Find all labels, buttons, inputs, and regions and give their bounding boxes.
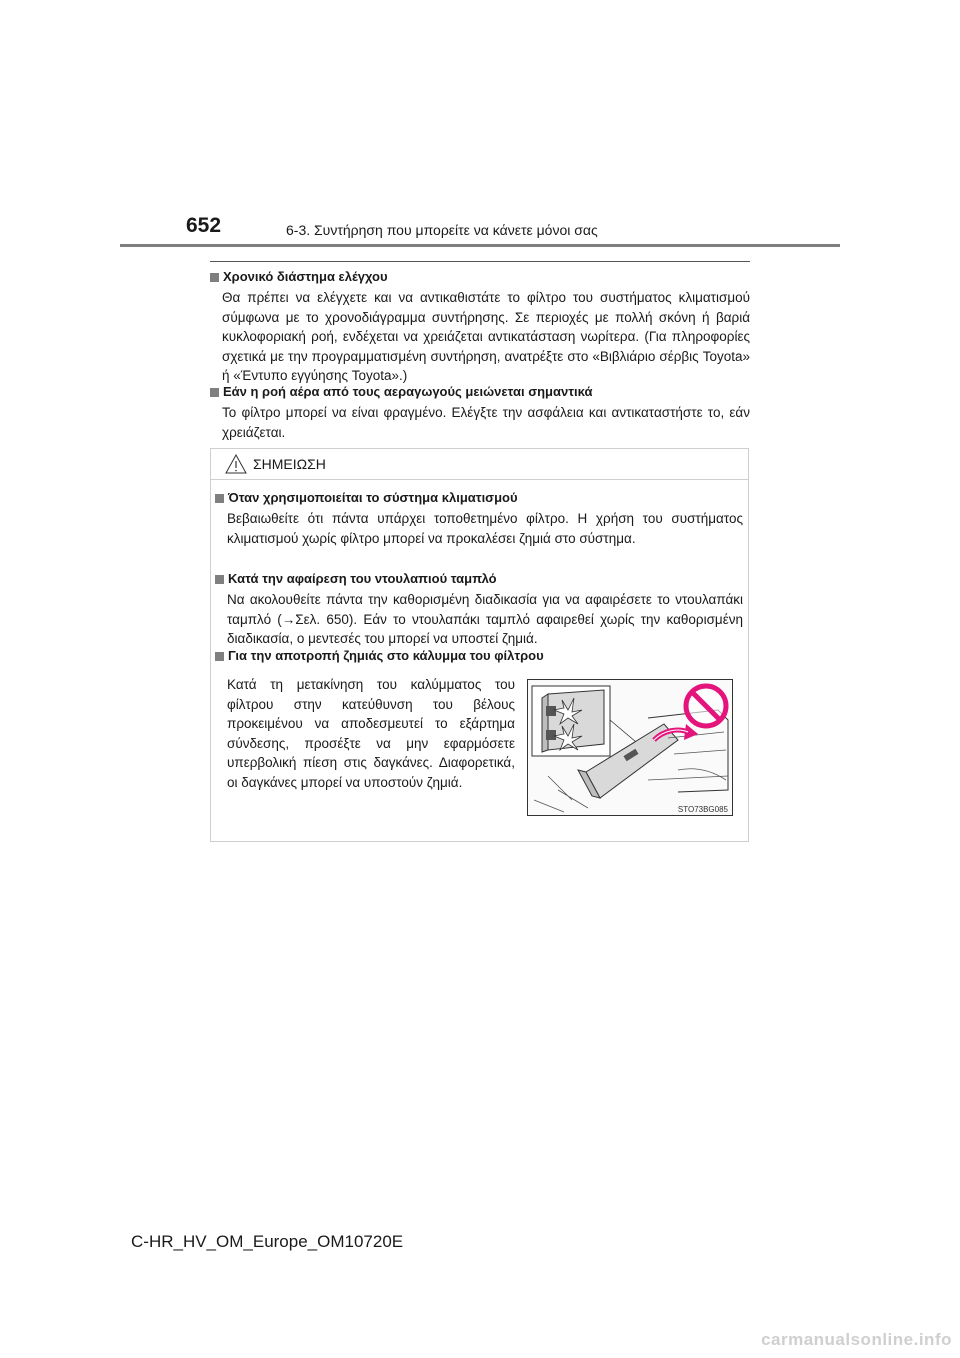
prohibition-icon [686, 686, 726, 726]
warning-triangle-icon [225, 454, 247, 474]
bullet-square-icon [215, 494, 224, 503]
content-top-rule [210, 261, 750, 262]
section-inspection-interval [210, 268, 750, 386]
notice-box [210, 448, 749, 842]
watermark: carmanualsonline.info [761, 1330, 952, 1349]
notice-item [215, 570, 743, 649]
notice-item-text: Να ακολουθείτε πάντα την καθορισμένη διαδικασία για να αφαιρέσετε το ντουλαπάκι ταμπλό (→Σελ. 650). Εάν το ντουλαπάκι ταμπλό αφαιρεθεί χωρίς την καθορισμένη διαδικασία, ο μεντεσές του μπορεί να υποστεί ζημιά. [227, 592, 743, 646]
section-text: Θα πρέπει να ελέγχετε και να αντικαθιστάτε το φίλτρο του συστήματος κλιματισμού σύμφωνα με το χρονοδιάγραμμα συντήρησης. Σε περιοχές με πολλή σκόνη ή βαριά κυκλοφοριακή ροή, ενδέχεται να χρειάζεται αντικατάσταση νωρίτερα. (Για πληροφορίες σχετικά με την προγραμματισμένη συντήρηση, ανατρέξτε στο «Βιβλιάριο σέρβις Toyota» ή «Έντυπο εγγύησης Toyota».) [222, 290, 750, 383]
bullet-square-icon [210, 273, 219, 282]
bullet-square-icon [215, 652, 224, 661]
notice-item-text: Βεβαιωθείτε ότι πάντα υπάρχει τοποθετημένο φίλτρο. Η χρήση του συστήματος κλιματισμού χωρίς φίλτρο μπορεί να προκαλέσει ζημιά στο σύστημα. [227, 511, 743, 546]
notice-item [215, 489, 743, 548]
figure-code: STO73BG085 [677, 805, 728, 814]
footer-doc-code: C-HR_HV_OM_Europe_OM10720E [131, 1232, 404, 1251]
section-text: Το φίλτρο μπορεί να είναι φραγμένο. Ελέγξτε την ασφάλεια και αντικαταστήστε το, εάν χρειάζεται. [222, 405, 750, 440]
page-number: 652 [186, 214, 222, 237]
header-rule [120, 244, 840, 247]
bullet-square-icon [215, 575, 224, 584]
bullet-square-icon [210, 388, 219, 397]
section-heading: Εάν η ροή αέρα από τους αεραγωγούς μειώνεται σημαντικά [210, 383, 750, 401]
notice-header [211, 449, 748, 480]
notice-item-text: Κατά τη μετακίνηση του καλύμματος του φίλτρου στην κατεύθυνση του βέλους προκειμένου να αποδεσμευτεί το εξάρτημα σύνδεσης, προσέξτε να μην εφαρμόσετε υπερβολική πίεση στις δαγκάνες. Διαφορετικά, οι δαγκάνες μπορεί να υποστούν ζημιά. [227, 677, 515, 790]
notice-item-heading: Όταν χρησιμοποιείται το σύστημα κλιματισμού [215, 489, 743, 507]
section-heading: Χρονικό διάστημα ελέγχου [210, 268, 750, 286]
notice-item-heading: Κατά την αφαίρεση του ντουλαπιού ταμπλό [215, 570, 743, 588]
notice-item-heading: Για την αποτροπή ζημιάς στο κάλυμμα του φίλτρου [215, 647, 743, 665]
section-title: 6-3. Συντήρηση που μπορείτε να κάνετε μόνοι σας [286, 222, 598, 238]
section-airflow-reduced [210, 383, 750, 442]
notice-label: ΣΗΜΕΙΩΣΗ [253, 456, 326, 472]
filter-cover-illustration [527, 679, 733, 816]
filter-cover-drawing [528, 680, 732, 815]
notice-item [215, 647, 743, 665]
